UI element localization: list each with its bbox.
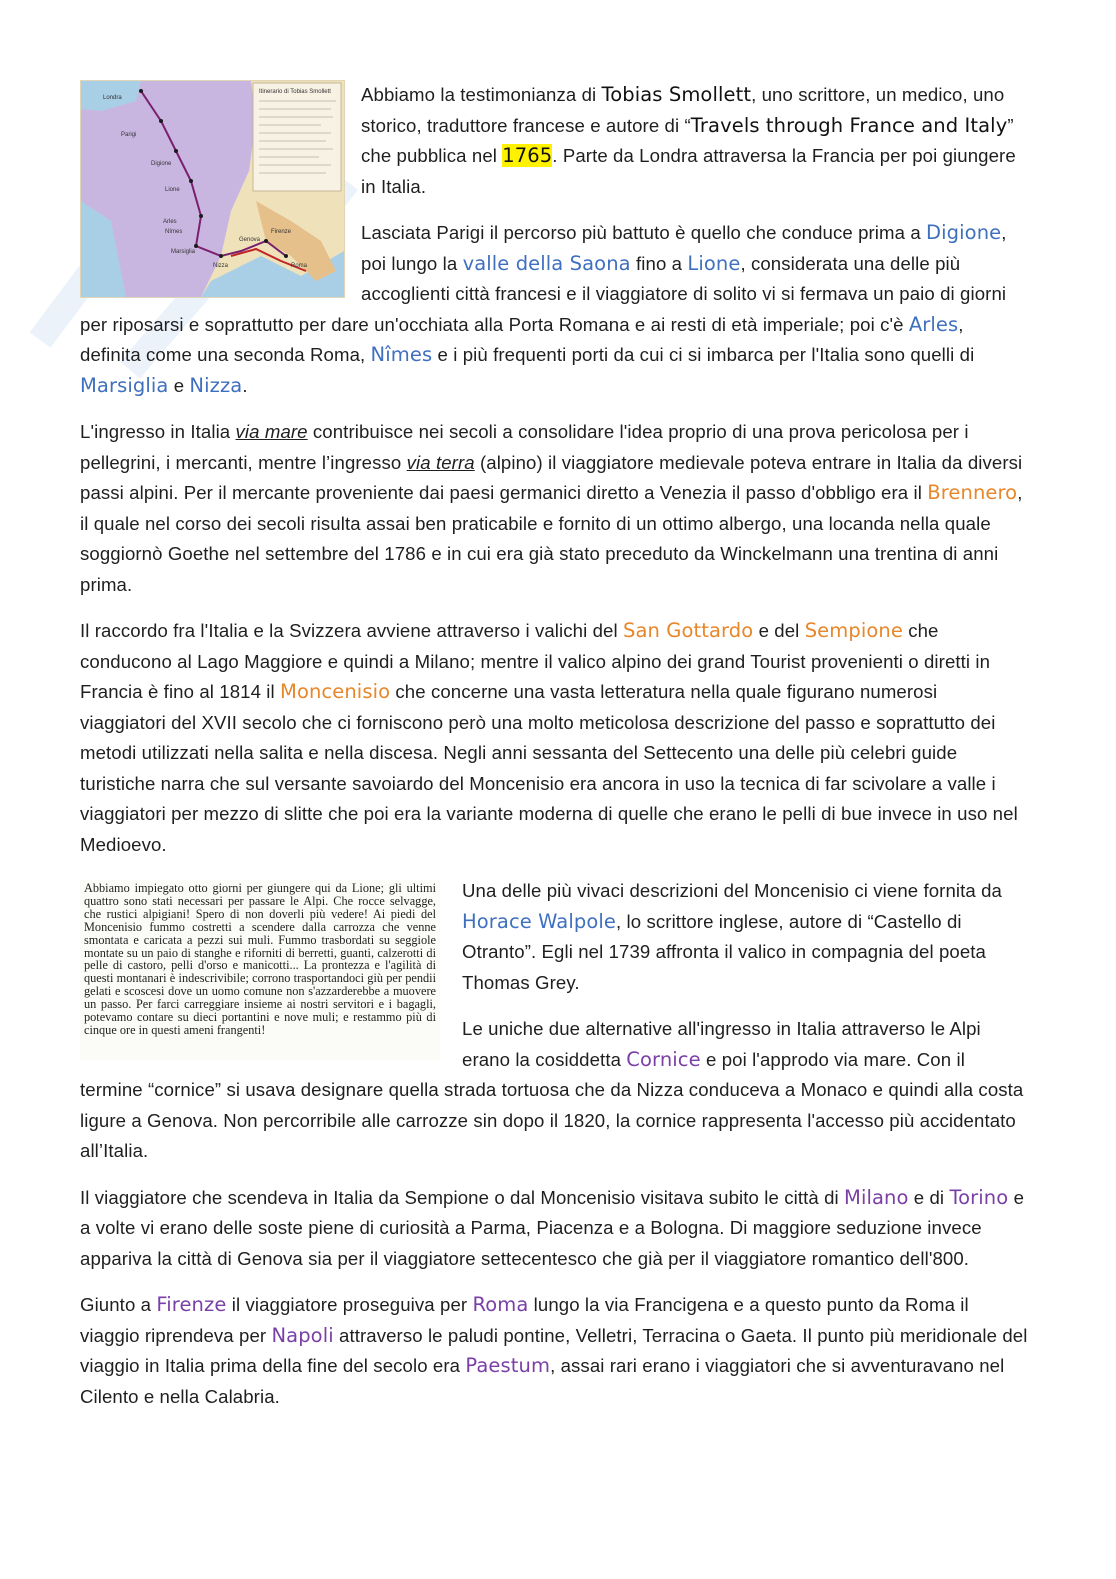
paragraph-walpole: Una delle più vivaci descrizioni del Moncenisio ci viene fornita da Horace Walpole, lo scrittore inglese, autore di “Castello di Otranto”. Egli nel 1739 affronta il valico in compagnia del poeta Thomas Grey.	[462, 880, 1002, 993]
place-marsiglia: Marsiglia	[80, 373, 169, 397]
place-nizza: Nizza	[189, 373, 243, 397]
paragraph-north-italy: Il viaggiatore che scendeva in Italia da Sempione o dal Moncenisio visitava subito le città di Milano e di Torino e a volte vi erano delle soste piene di curiosità a Parma, Piacenza e a Bologna. Di maggiore seduzione invece appariva la città di Genova sia per il viaggiatore settecentesco che già per il viaggiatore romantico dell'800.	[80, 1185, 1025, 1269]
place-paestum: Paestum	[465, 1354, 551, 1377]
itinerary-map	[80, 80, 345, 298]
place-san-gottardo: San Gottardo	[622, 619, 754, 642]
place-nimes: Nîmes	[370, 343, 433, 366]
paragraph-alpine-passes: Il raccordo fra l'Italia e la Svizzera avviene attraverso i valichi del San Gottardo e del Sempione che conducono al Lago Maggiore e quindi a Milano; mentre il valico alpino dei grand Tourist provenienti o diretti in Francia è fino al 1814 il Moncenisio che concerne una vasta letteratura nella quale figurano numerosi viaggiatori del XVII secolo che ci forniscono però una molto meticolosa descrizione del passo e soprattutto dei metodi utilizzati nella salita e nella discesa. Negli anni sessanta del Settecento una delle più celebri guide turistiche narra che sul versante savoiardo del Moncenisio era ancora in uso la tecnica di far scivolare a valle i viaggiatori per mezzo di slitte che poi era la variante moderna di quelle che erano le pelli di bue invece in uso nel Medioevo.	[80, 619, 1018, 855]
map-label: Nizza	[213, 263, 229, 269]
map-label: Genova	[239, 237, 261, 243]
highlighted-year: 1765	[502, 144, 553, 167]
map-label: Londra	[103, 95, 122, 101]
place-brennero: Brennero	[927, 481, 1018, 504]
place-cornice: Cornice	[626, 1047, 701, 1071]
place-napoli: Napoli	[271, 1323, 334, 1347]
place-roma: Roma	[472, 1293, 529, 1316]
map-legend-title: Itinerario di Tobias Smollett	[259, 89, 331, 95]
place-firenze: Firenze	[156, 1293, 227, 1316]
map-label: Marsiglia	[171, 249, 196, 255]
person-walpole: Horace Walpole	[462, 909, 617, 933]
paragraph-south-italy: Giunto a Firenze il viaggiatore proseguiva per Roma lungo la via Francigena e a questo punto da Roma il viaggio riprendeva per Napoli attraverso le paludi pontine, Velletri, Terracina o Gaeta. Il punto più meridionale del viaggio in Italia prima della fine del secolo era Paestum, assai rari erano i viaggiatori che si avventuravano nel Cilento e nella Calabria.	[80, 1293, 1028, 1407]
map-label: Nîmes	[165, 229, 183, 235]
map-label: Lione	[165, 187, 180, 193]
map-label: Digione	[151, 161, 172, 167]
paragraph-cornice: Le uniche due alternative all'ingresso in Italia attraverso le Alpi erano la cosiddetta Cornice e poi l'approdo via mare. Con il termine “cornice” si usava designare quella strada tortuosa che da Nizza conduceva a Monaco e quindi alla costa ligure a Genova. Non percorribile alle carrozze sin dopo il 1820, la cornice rappresenta l'accesso più accidentato all’Italia.	[80, 1018, 1024, 1161]
map-label: Roma	[291, 263, 308, 269]
place-arles: Arles	[908, 312, 959, 336]
author-smollett: Tobias Smollett	[601, 83, 752, 106]
map-label: Arles	[163, 219, 177, 225]
place-torino: Torino	[949, 1185, 1009, 1209]
map-label: Parigi	[121, 132, 137, 138]
place-milano: Milano	[844, 1185, 909, 1209]
quote-text: Abbiamo impiegato otto giorni per giungere qui da Lione; gli ultimi quattro sono stati necessari per passare le Alpi. Che rocce selvagge, che rustici alpigiani! Spero di non doverli più vedere! Ai piedi del Moncenisio fummo costretti a scendere dalla carrozza che venne smontata e caricata a pezzi sui muli. Fummo trasbordati su seggiole montate su un paio di stanghe e riforniti di berretti, guanti, calzerotti di pelle di castoro, pelli d'orso e manicotti... La prontezza e l'agilità di questi montanari è indescrivibile; corrono trasportandoci giù per pendii gelati e scoscesi dove un uomo comune non s'azzarderebbe a muovere un passo. Per farci carreggiare insieme ai nostri servitori e i bagagli, potevamo contare su dieci portantini e nove muli; e restammo più di cinque ore in questi ameni frangenti!	[84, 881, 436, 1037]
place-moncenisio: Moncenisio	[280, 680, 391, 703]
paragraph-entry-italy: L'ingresso in Italia via mare contribuisce nei secoli a consolidare l'idea proprio di una prova pericolosa per i pellegrini, i mercanti, mentre l’ingresso via terra (alpino) il viaggiatore medievale poteva entrare in Italia da diversi passi alpini. Per il mercante proveniente dai paesi germanici diretto a Venezia il passo d'obbligo era il Brennero, il quale nel corso dei secoli risulta assai ben praticabile e fornito di un ottimo albergo, una locanda nella quale soggiornò Goethe nel settembre del 1786 e in cui era già stato preceduto da Winckelmann una trentina di anni prima.	[80, 421, 1023, 595]
map-label: Firenze	[271, 229, 292, 235]
place-lione: Lione	[687, 251, 741, 275]
place-saona: valle della Saona	[462, 251, 631, 275]
document-body	[80, 80, 1028, 1428]
term-via-mare: via mare	[235, 421, 308, 442]
term-via-terra: via terra	[406, 451, 475, 473]
quote-scan	[80, 880, 440, 1060]
place-sempione: Sempione	[804, 619, 903, 642]
place-digione: Digione	[926, 221, 1002, 244]
book-title: Travels through France and Italy	[690, 113, 1008, 137]
paragraph-route-france: Lasciata Parigi il percorso più battuto è quello che conduce prima a Digione, poi lungo la valle della Saona fino a Lione, considerata una delle più accoglienti città francesi e il viaggiatore di solito vi si fermava un paio di giorni per riposarsi e soprattutto per dare un'occhiata alla Porta Romana e ai resti di età imperiale; poi c'è Arles, definita come una seconda Roma, Nîmes e i più frequenti porti da cui ci si imbarca per l'Italia sono quelli di Marsiglia e Nizza.	[80, 221, 1007, 397]
paragraph-smollett: Abbiamo la testimonianza di Tobias Smollett, uno scrittore, un medico, uno storico, traduttore francese e autore di “Travels through France and Italy” che pubblica nel 1765. Parte da Londra attraversa la Francia per poi giungere in Italia.	[361, 83, 1016, 197]
map-graphic	[81, 81, 344, 297]
